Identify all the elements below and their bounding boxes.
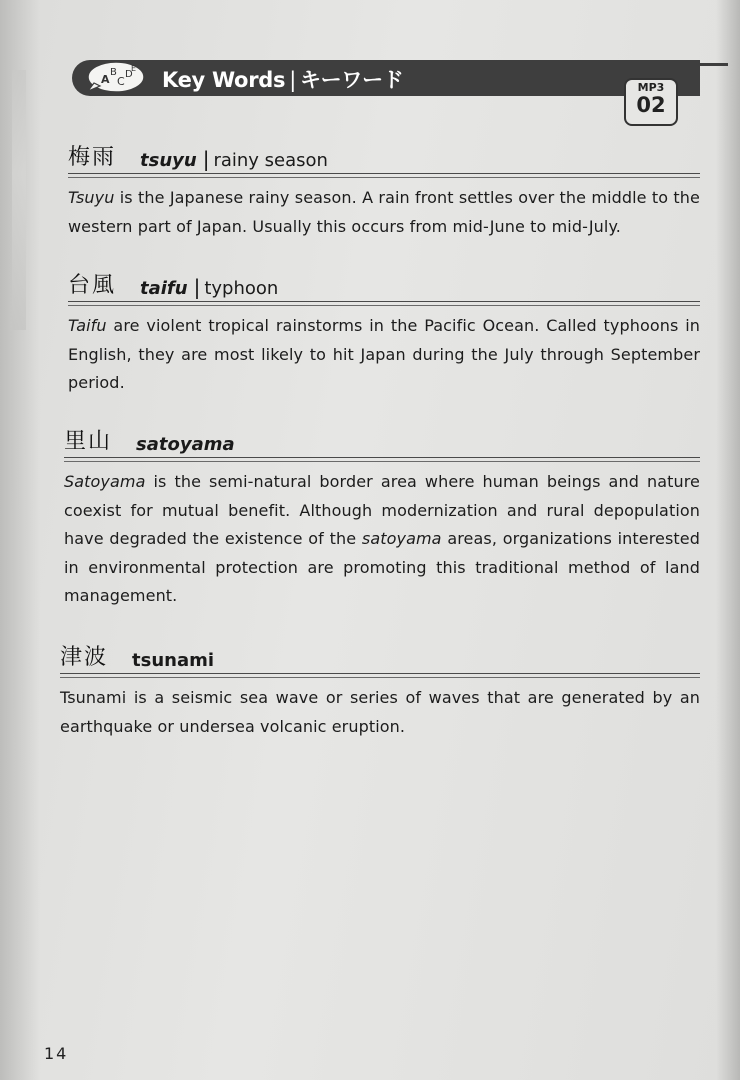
icon-letter: C [117,75,125,88]
abc-speech-icon [84,58,152,96]
keyword-heading [68,268,700,302]
mp3-label: MP3 [637,81,665,94]
mp3-track-number: 02 [636,93,666,117]
icon-letter: A [101,73,110,86]
keyword-heading [68,140,700,174]
definition-text: is the Japanese rainy season. A rain front settles over the middle to the western part of Japan. Usually this occurs from mid-June to mid-July. [68,188,700,236]
keyword-definition [64,468,700,611]
definition-term: Tsuyu [68,188,115,207]
keyword-kanji: 里山 [64,429,113,454]
icon-letter: B [110,67,117,78]
title-separator: | [289,68,296,92]
keyword-entry [68,140,700,257]
keyword-separator: | [202,147,210,171]
definition-text: areas, organizations interested in environmental protection are promoting this traditional method of land management. [64,529,701,605]
keyword-definition [68,184,700,241]
keyword-separator: | [193,275,201,299]
definition-term: Satoyama [64,472,146,491]
definition-text: are violent tropical rainstorms in the Pacific Ocean. Called typhoons in English, they are most likely to hit Japan during the July through September period. [68,316,700,392]
keyword-heading [64,424,700,458]
keyword-heading [60,640,700,674]
definition-text: is the semi-natural border area where human beings and nature coexist for mutual benefit. Although modernization and rural depopulation have degraded the existence of the [64,472,700,548]
page-edge-shadow [716,0,740,1080]
keyword-romaji: satoyama [136,434,235,455]
keyword-kanji: 台風 [68,273,117,298]
definition-term: Taifu [68,316,107,335]
keyword-entry [68,268,700,414]
keyword-romaji: tsunami [132,650,215,671]
icon-letter: D [125,69,133,80]
bleed-through-marks [12,70,26,330]
keyword-entry [64,424,700,627]
keyword-definition [68,312,700,398]
page-number: 14 [44,1044,69,1063]
section-title [162,64,403,94]
mp3-track-badge [624,78,678,126]
keyword-definition: Tsunami is a seismic sea wave or series of waves that are generated by an earthquake or undersea volcanic eruption. [60,688,700,736]
keyword-kanji: 津波 [60,645,109,670]
keyword-romaji: tsuyu [140,150,197,171]
keyword-entry [60,640,700,757]
header-rule [700,63,728,66]
definition-term: satoyama [361,529,442,548]
keyword-english: rainy season [213,150,328,171]
keyword-kanji: 梅雨 [68,145,117,170]
keyword-english: typhoon [204,278,279,299]
section-title-english: Key Words [162,68,286,92]
keyword-romaji: taifu [140,278,188,299]
section-title-japanese: キーワード [299,68,404,92]
icon-letter: E [131,64,137,73]
